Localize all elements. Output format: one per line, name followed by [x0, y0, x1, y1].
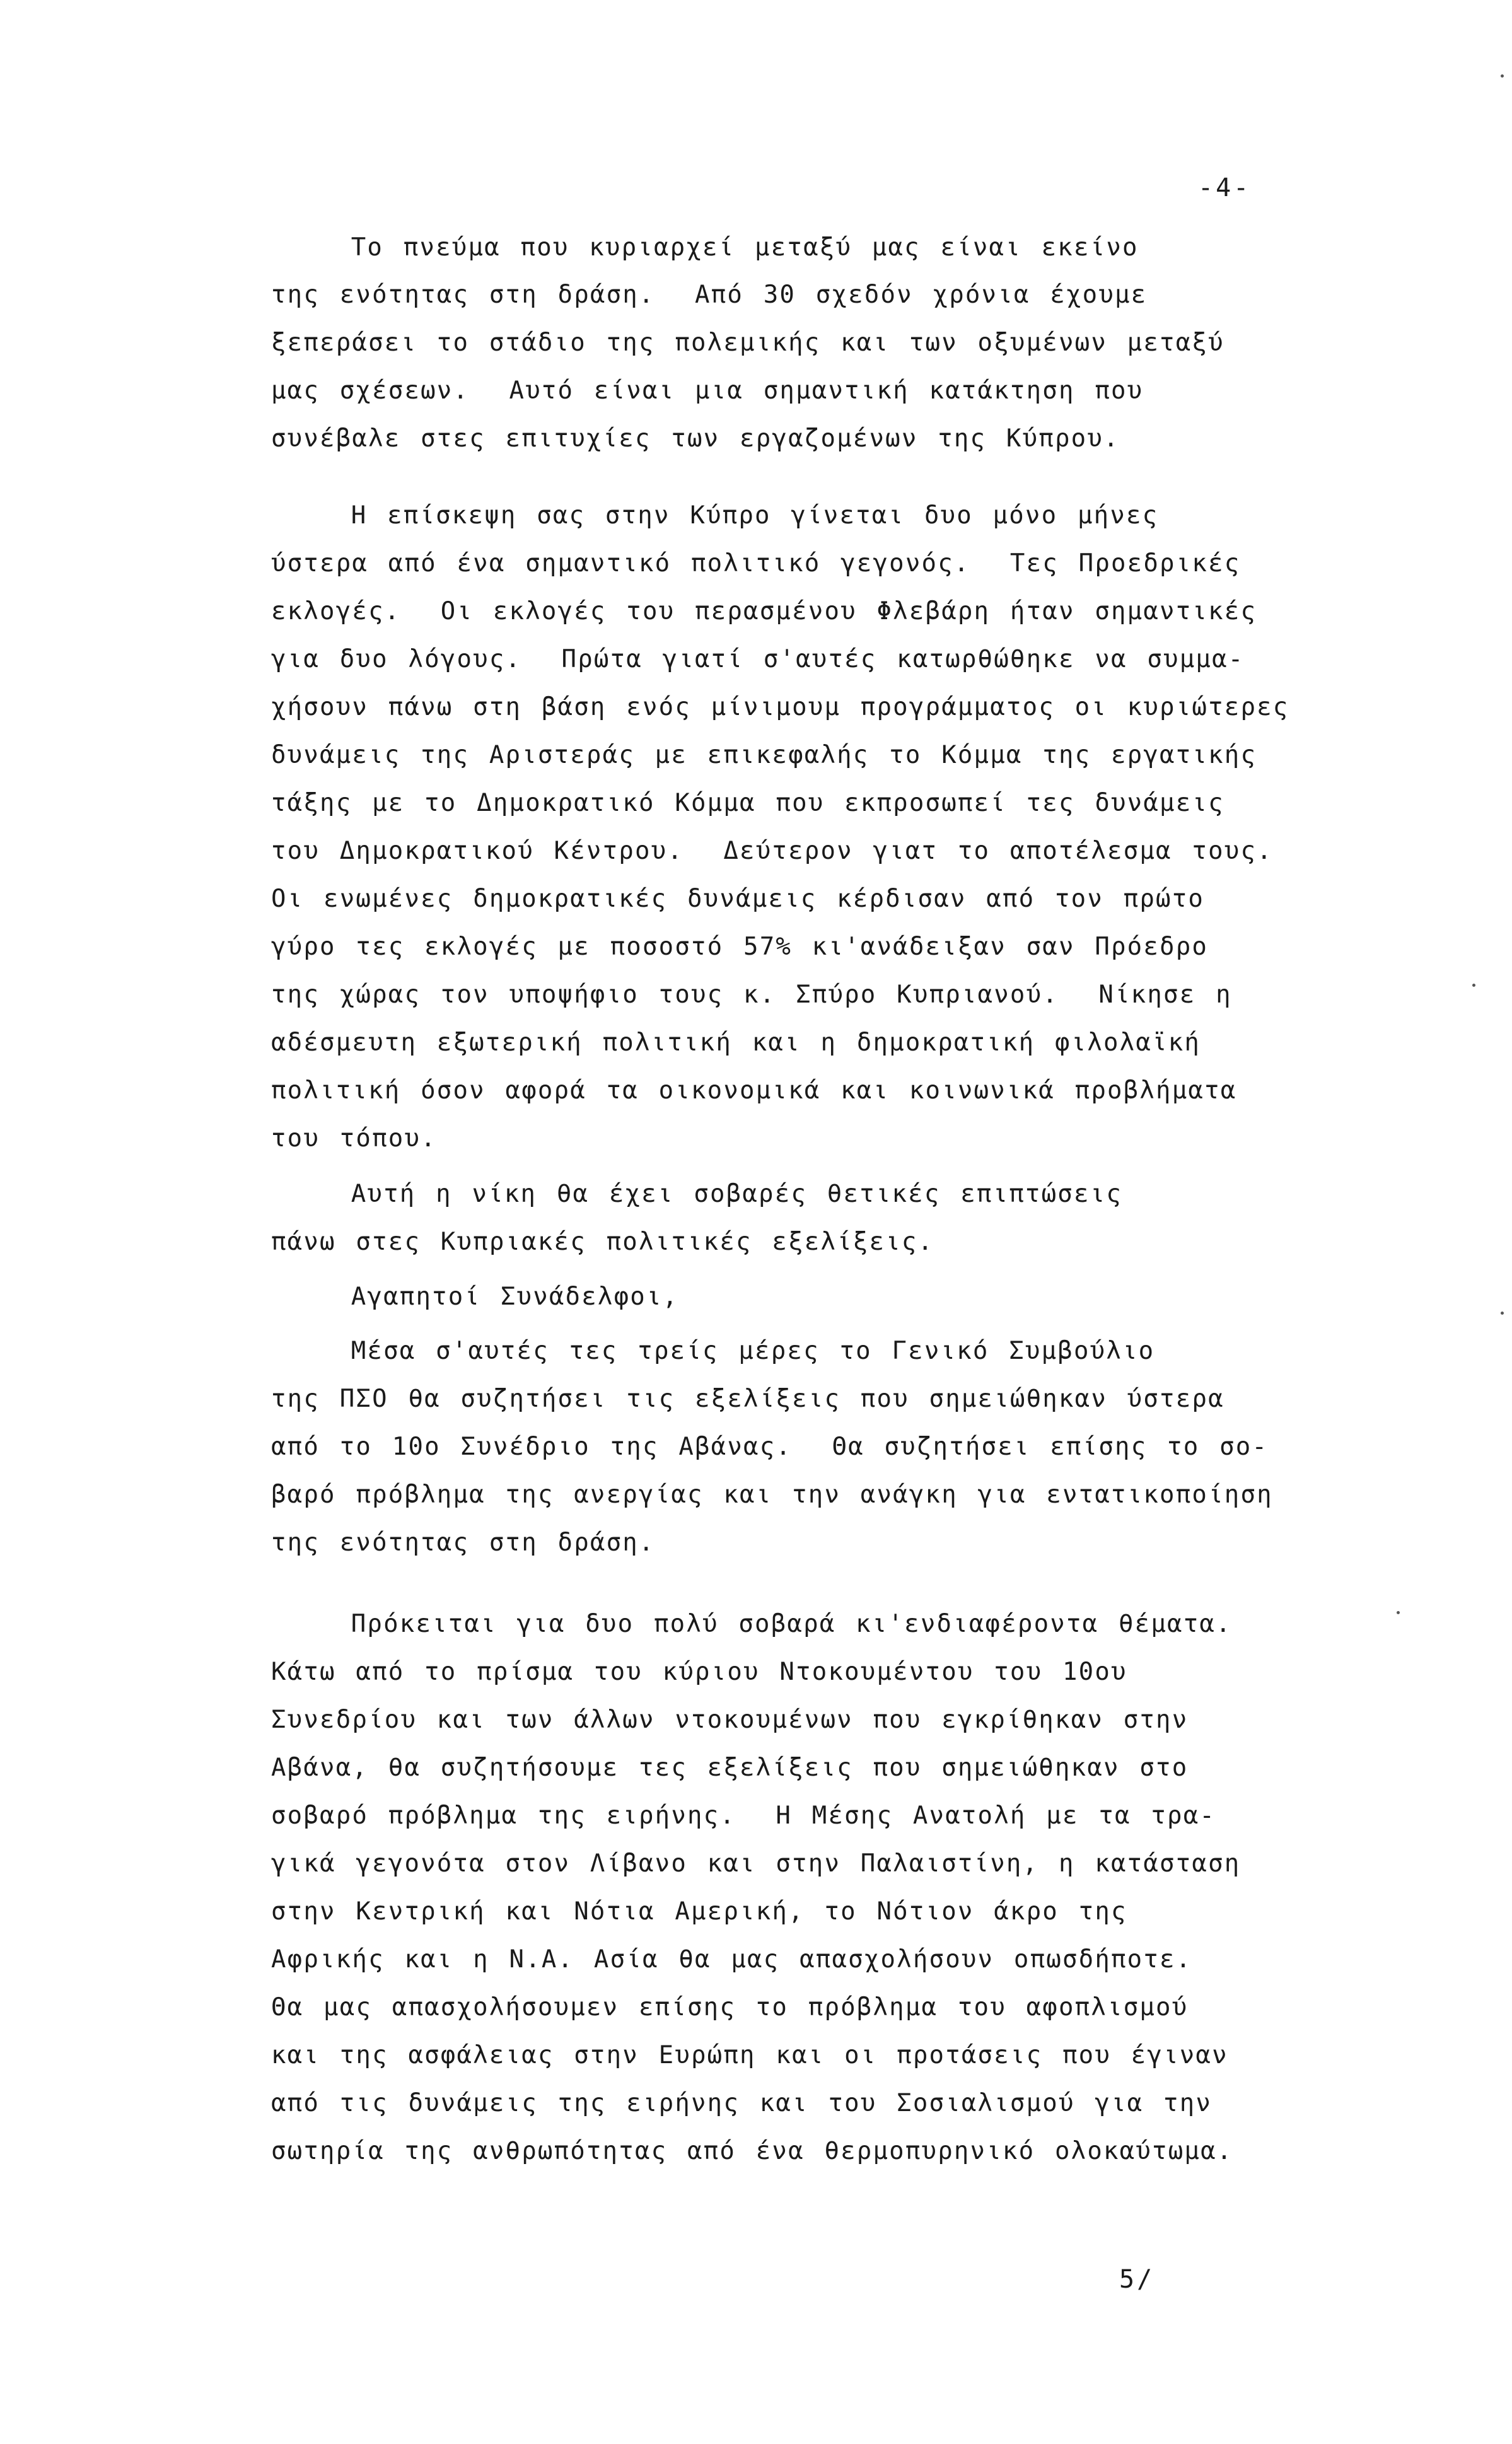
text-line: και της ασφάλειας στην Ευρώπη και οι προτάσεις που έγιναν — [271, 2041, 1228, 2069]
text-line: Μέσα σ'αυτές τες τρείς μέρες το Γενικό Συμβούλιο — [271, 1337, 1155, 1365]
text-line: δυνάμεις της Αριστεράς με επικεφαλής το Κόμμα της εργατικής — [271, 741, 1257, 769]
text-line: γικά γεγονότα στον Λίβανο και στην Παλαιστίνη, η κατάσταση — [271, 1849, 1241, 1878]
text-line: για δυο λόγους. Πρώτα γιατί σ'αυτές κατωρθώθηκε να συμμα- — [271, 645, 1245, 673]
text-line: του τόπου. — [271, 1124, 437, 1153]
text-line: της ΠΣΟ θα συζητήσει τις εξελίξεις που σημειώθηκαν ύστερα — [271, 1385, 1224, 1413]
text-line: του Δημοκρατικού Κέντρου. Δεύτερον γιατ το αποτέλεσμα τους. — [271, 837, 1273, 865]
text-line: συνέβαλε στες επιτυχίες των εργαζομένων της Κύπρου. — [271, 424, 1120, 453]
scan-speck — [1501, 1312, 1504, 1315]
text-line: ύστερα από ένα σημαντικό πολιτικό γεγονός. Τες Προεδρικές — [271, 549, 1241, 578]
scan-speck — [1501, 74, 1504, 78]
text-line: βαρό πρόβλημα της ανεργίας και την ανάγκη για εντατικοποίηση — [271, 1481, 1273, 1509]
text-line: Αγαπητοί Συνάδελφοι, — [271, 1283, 679, 1311]
text-line: Η επίσκεψη σας στην Κύπρο γίνεται δυο μόνο μήνες — [271, 501, 1159, 530]
text-line: Πρόκειται για δυο πολύ σοβαρά κι'ενδιαφέροντα θέματα. — [271, 1610, 1232, 1638]
text-line: τάξης με το Δημοκρατικό Κόμμα που εκπροσωπεί τες δυνάμεις — [271, 789, 1224, 817]
text-line: της ενότητας στη δράση. Από 30 σχεδόν χρόνια έχουμε — [271, 281, 1148, 309]
text-line: Αυτή η νίκη θα έχει σοβαρές θετικές επιπτώσεις — [271, 1180, 1122, 1208]
text-line: Αφρικής και η Ν.Α. Ασία θα μας απασχολήσουν οπωσδήποτε. — [271, 1945, 1192, 1974]
text-line: Αβάνα, θα συζητήσουμε τες εξελίξεις που σημειώθηκαν στο — [271, 1754, 1189, 1782]
text-line: αδέσμευτη εξωτερική πολιτική και η δημοκρατική φιλολαϊκή — [271, 1028, 1201, 1057]
text-line: από το 10ο Συνέδριο της Αβάνας. Θα συζητήσει επίσης το σο- — [271, 1433, 1269, 1461]
text-line: Το πνεύμα που κυριαρχεί μεταξύ μας είναι εκείνο — [271, 233, 1139, 262]
page-number: -4- — [1198, 173, 1252, 202]
text-line: Συνεδρίου και των άλλων ντοκουμένων που εγκρίθηκαν στην — [271, 1706, 1189, 1734]
scan-speck — [1472, 984, 1475, 987]
text-line: σοβαρό πρόβλημα της ειρήνης. Η Μέσης Ανατολή με τα τρα- — [271, 1801, 1216, 1830]
text-line: Οι ενωμένες δημοκρατικές δυνάμεις κέρδισαν από τον πρώτο — [271, 885, 1205, 913]
continuation-marker: 5/ — [1119, 2265, 1155, 2294]
text-line: Κάτω από το πρίσμα του κύριου Ντοκουμέντου του 10ου — [271, 1658, 1127, 1686]
text-line: πολιτική όσον αφορά τα οικονομικά και κοινωνικά προβλήματα — [271, 1076, 1237, 1105]
text-line: από τις δυνάμεις της ειρήνης και του Σοσιαλισμού για την — [271, 2089, 1213, 2117]
text-line: σωτηρία της ανθρωπότητας από ένα θερμοπυρηνικό ολοκαύτωμα. — [271, 2137, 1233, 2165]
text-line: Θα μας απασχολήσουμεν επίσης το πρόβλημα του αφοπλισμού — [271, 1993, 1189, 2022]
text-line: στην Κεντρική και Νότια Αμερική, το Νότιον άκρο της — [271, 1897, 1127, 1926]
text-line: μας σχέσεων. Αυτό είναι μια σημαντική κατάκτηση που — [271, 376, 1144, 405]
text-line: της χώρας τον υποψήφιο τους κ. Σπύρο Κυπριανού. Νίκησε η — [271, 981, 1232, 1009]
scan-speck — [1397, 1611, 1400, 1614]
text-line: της ενότητας στη δράση. — [271, 1528, 655, 1557]
text-line: ξεπεράσει το στάδιο της πολεμικής και των οξυμένων μεταξύ — [271, 329, 1224, 357]
text-line: γύρο τες εκλογές με ποσοστό 57% κι'ανάδειξαν σαν Πρόεδρο — [271, 933, 1209, 961]
text-line: πάνω στες Κυπριακές πολιτικές εξελίξεις. — [271, 1228, 934, 1256]
text-line: εκλογές. Οι εκλογές του περασμένου Φλεβάρη ήταν σημαντικές — [271, 597, 1257, 626]
text-line: χήσουν πάνω στη βάση ενός μίνιμουμ προγράμματος οι κυριώτερες — [271, 693, 1289, 721]
